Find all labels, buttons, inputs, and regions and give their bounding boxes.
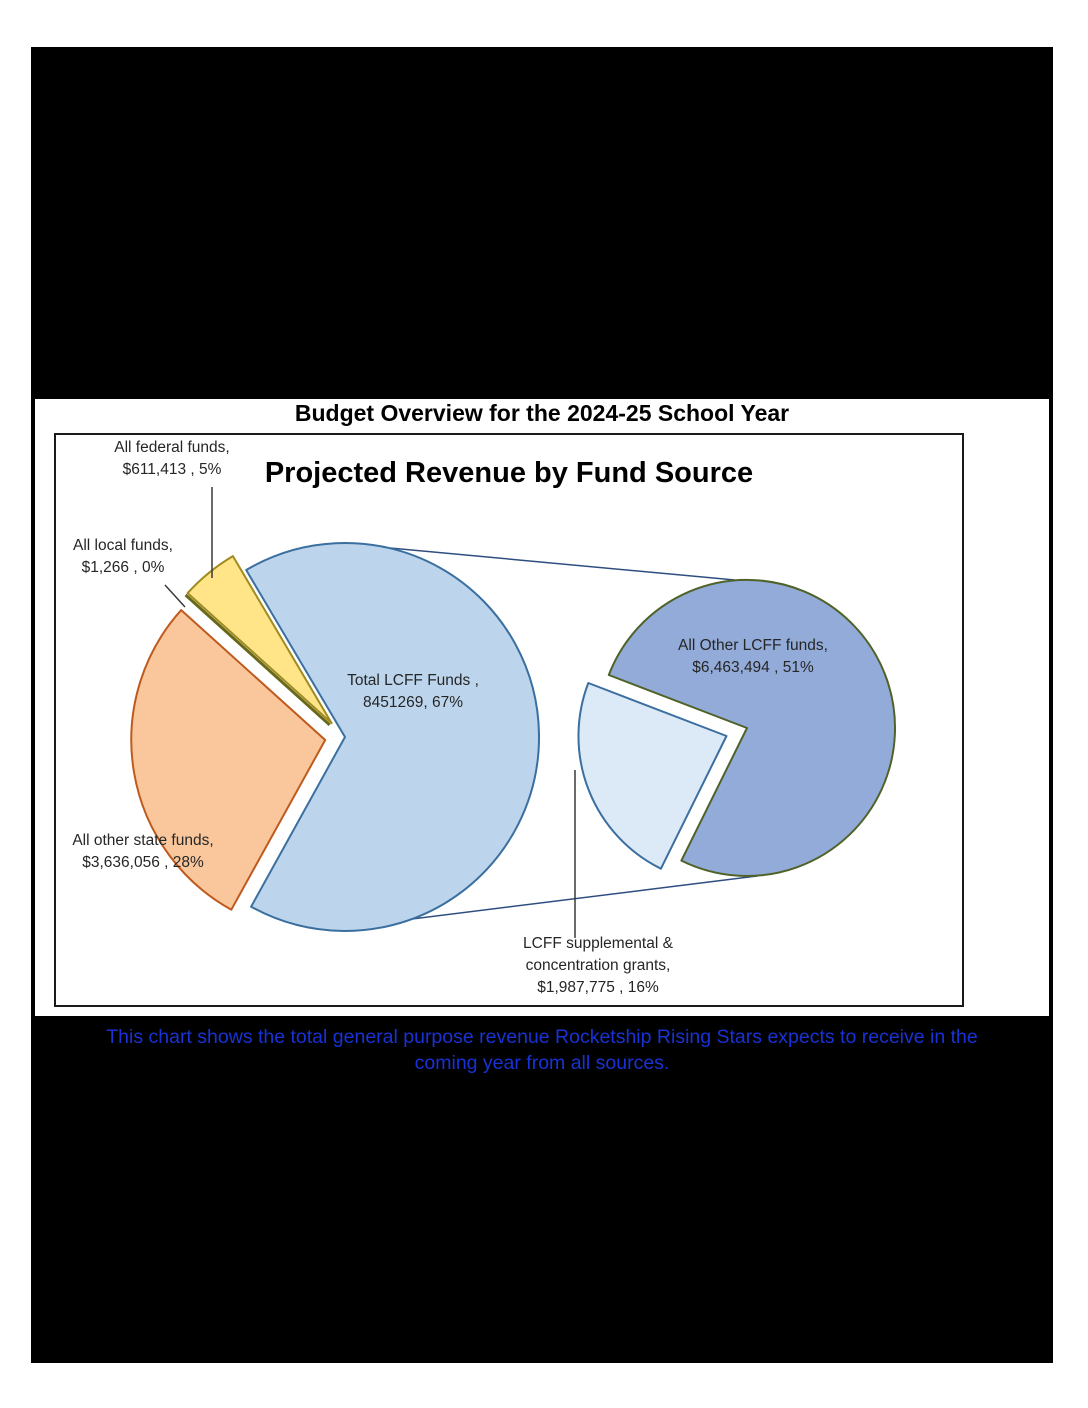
chart-caption: [31, 1024, 1053, 1076]
label-supplemental-grants: LCFF supplemental & concentration grants, $1,987,775 , 16%: [523, 935, 673, 996]
label-other-lcff-funds: All Other LCFF funds, $6,463,494 , 51%: [678, 637, 828, 676]
label-total-lcff: Total LCFF Funds , 8451269, 67%: [347, 672, 479, 711]
chart-caption-line2: coming year from all sources.: [414, 1052, 670, 1074]
budget-overview-box: [31, 395, 1053, 1020]
chart-title: Projected Revenue by Fund Source: [264, 457, 754, 489]
pie-of-pie-svg: [56, 435, 962, 1005]
page-title: Budget Overview for the 2024-25 School Year: [294, 400, 790, 426]
label-federal-funds: All federal funds, $611,413 , 5%: [114, 439, 230, 478]
label-local-funds: All local funds, $1,266 , 0%: [73, 537, 173, 576]
figure-background-panel: [31, 47, 1053, 1363]
leader-line-local: [165, 585, 185, 607]
label-other-state-funds: All other state funds, $3,636,056 , 28%: [72, 832, 214, 871]
chart-caption-line1: This chart shows the total general purpose revenue Rocketship Rising Stars expects to receive in the: [106, 1026, 978, 1048]
pie-chart-figure: [54, 433, 964, 1007]
